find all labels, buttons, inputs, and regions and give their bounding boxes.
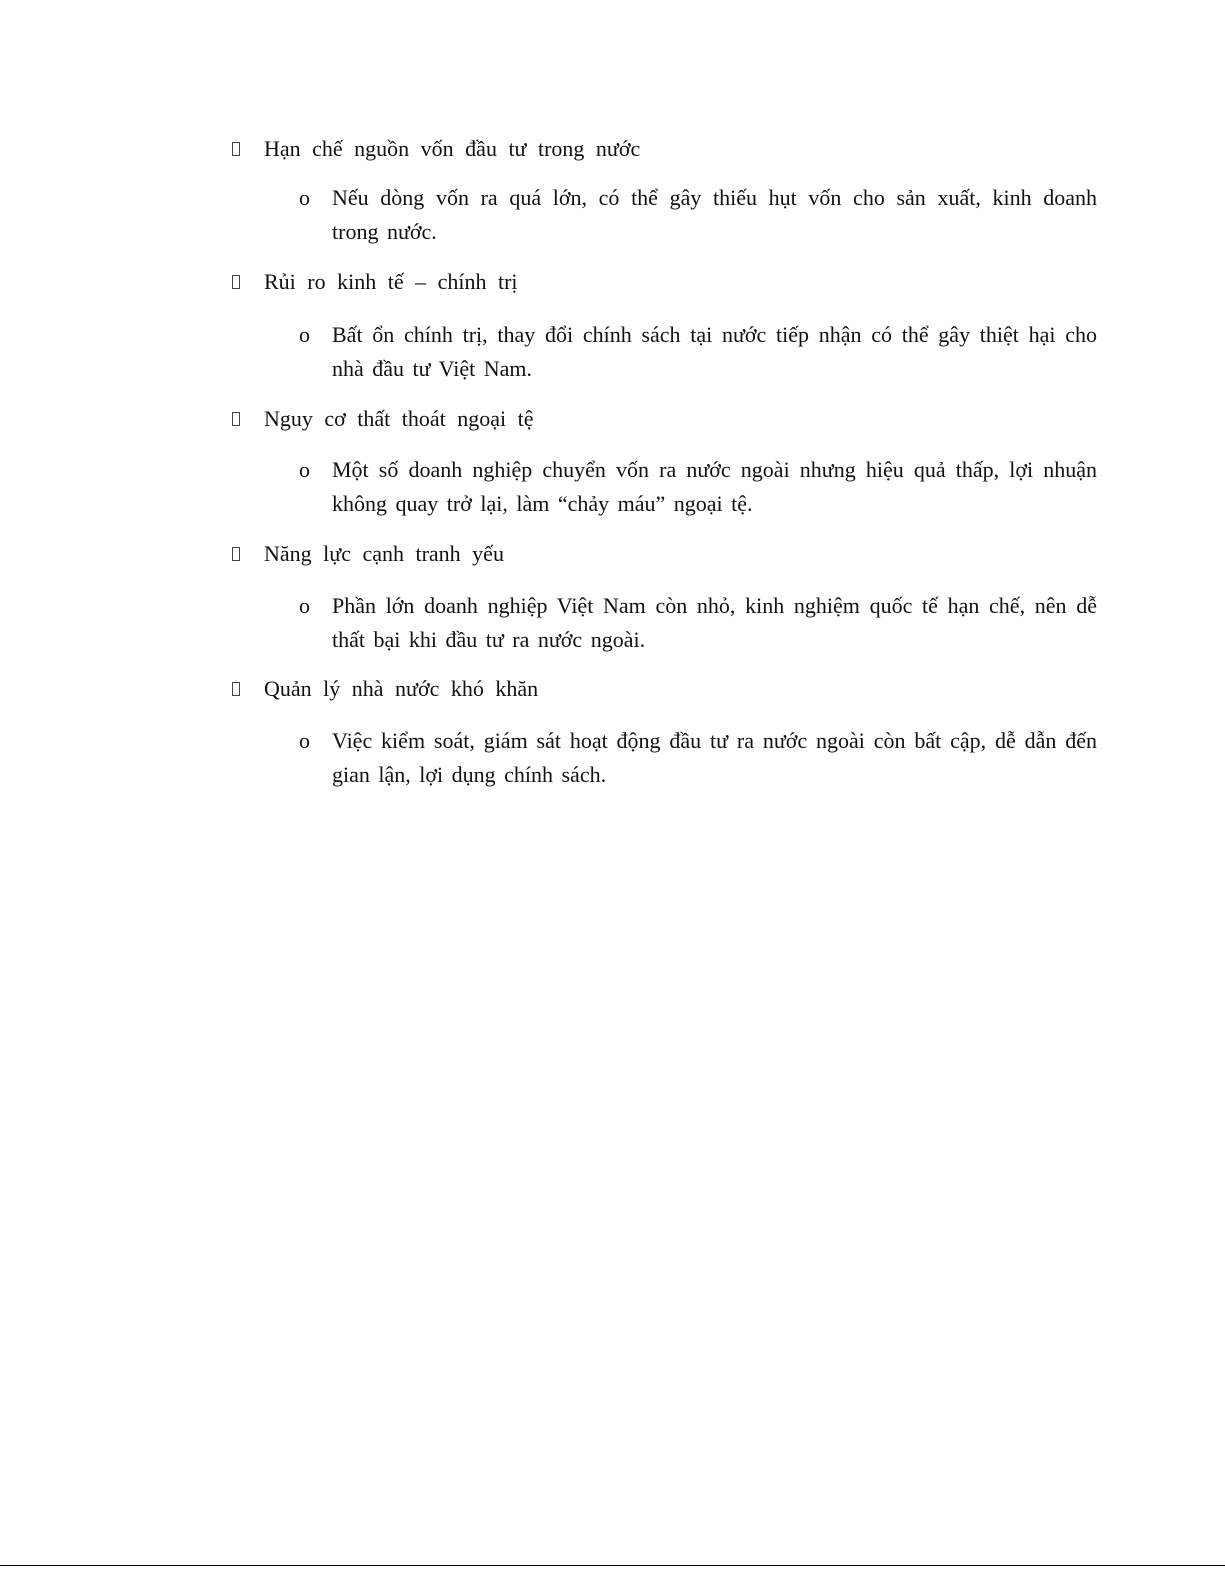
- item-heading: Năng lực cạnh tranh yếu: [264, 541, 504, 566]
- sub-bullet-marker: o: [299, 322, 310, 347]
- item-heading-row: [232, 403, 534, 435]
- square-bullet-icon: [232, 412, 240, 426]
- sub-item-text: Một số doanh nghiệp chuyển vốn ra nước ngoài nhưng hiệu quả thấp, lợi nhuận không quay trở lại, làm “chảy máu” ngoại tệ.: [332, 457, 1097, 516]
- item-heading-row: [232, 266, 518, 298]
- square-bullet-icon: [232, 142, 240, 156]
- footer-divider: [0, 1565, 1225, 1566]
- item-heading: Quản lý nhà nước khó khăn: [264, 676, 539, 701]
- sub-item: [299, 181, 1099, 249]
- item-heading: Nguy cơ thất thoát ngoại tệ: [264, 406, 534, 431]
- sub-item-text: Bất ổn chính trị, thay đổi chính sách tại nước tiếp nhận có thể gây thiệt hại cho nhà đầu tư Việt Nam.: [332, 322, 1097, 381]
- sub-item-text: Phần lớn doanh nghiệp Việt Nam còn nhỏ, kinh nghiệm quốc tế hạn chế, nên dễ thất bại khi đầu tư ra nước ngoài.: [332, 593, 1097, 652]
- item-heading-row: [232, 133, 640, 165]
- item-heading-row: [232, 538, 504, 570]
- item-heading-row: [232, 673, 538, 705]
- item-heading: Hạn chế nguồn vốn đầu tư trong nước: [264, 136, 641, 161]
- item-heading: Rủi ro kinh tế – chính trị: [264, 269, 518, 294]
- sub-item: [299, 589, 1099, 657]
- sub-item-text: Nếu dòng vốn ra quá lớn, có thể gây thiếu hụt vốn cho sản xuất, kinh doanh trong nước.: [332, 185, 1097, 244]
- square-bullet-icon: [232, 682, 240, 696]
- sub-bullet-marker: o: [299, 728, 310, 753]
- sub-bullet-marker: o: [299, 185, 310, 210]
- square-bullet-icon: [232, 547, 240, 561]
- sub-bullet-marker: o: [299, 457, 310, 482]
- sub-item: [299, 724, 1099, 792]
- sub-item: [299, 318, 1099, 386]
- square-bullet-icon: [232, 275, 240, 289]
- sub-bullet-marker: o: [299, 593, 310, 618]
- sub-item: [299, 453, 1099, 521]
- sub-item-text: Việc kiểm soát, giám sát hoạt động đầu tư ra nước ngoài còn bất cập, dễ dẫn đến gian lận, lợi dụng chính sách.: [332, 728, 1097, 787]
